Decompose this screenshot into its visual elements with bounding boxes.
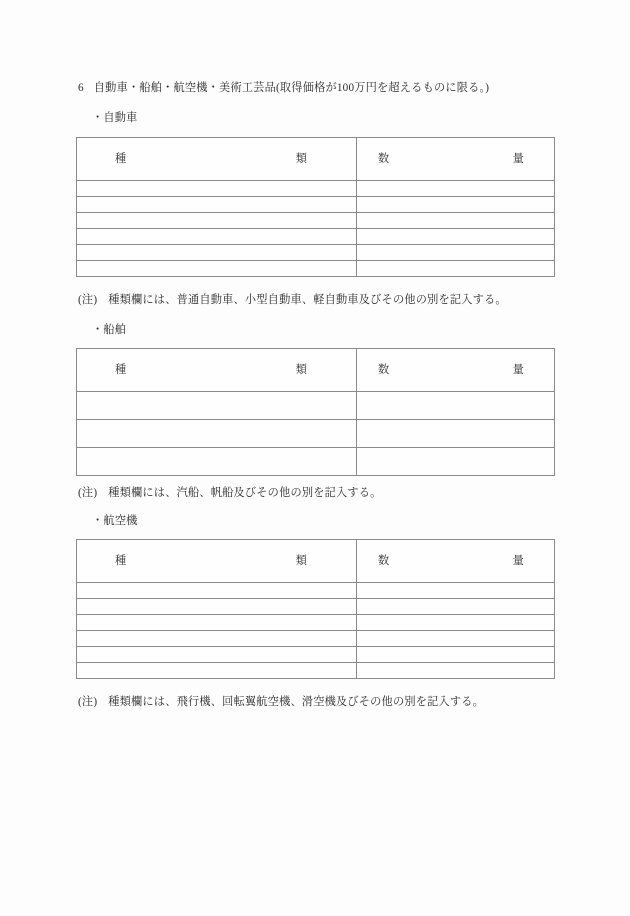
note-ship (78, 485, 382, 501)
subsection-label-ship: ・船舶 (92, 324, 127, 336)
note-marker: (注) (78, 696, 98, 708)
table-row[interactable] (77, 448, 555, 476)
header-cell-kind (77, 349, 357, 392)
cell-kind[interactable] (77, 647, 357, 663)
cell-kind[interactable] (77, 663, 357, 679)
table-row[interactable] (77, 181, 555, 197)
header-label-kind-right: 類 (295, 364, 307, 376)
header-cell-amount (357, 138, 555, 181)
cell-kind[interactable] (77, 615, 357, 631)
table-row[interactable] (77, 420, 555, 448)
table-row[interactable] (77, 599, 555, 615)
header-label-amount-right: 量 (512, 364, 524, 376)
cell-amount[interactable] (357, 197, 555, 213)
note-marker: (注) (78, 294, 98, 306)
table-row[interactable] (77, 229, 555, 245)
header-label-amount-left: 数 (378, 153, 390, 165)
cell-amount[interactable] (357, 261, 555, 277)
section-heading (78, 80, 489, 96)
header-label-kind-right: 類 (295, 555, 307, 567)
header-cell-kind (77, 540, 357, 583)
cell-kind[interactable] (77, 245, 357, 261)
header-cell-amount (357, 540, 555, 583)
note-aircraft (78, 694, 484, 710)
table-row[interactable] (77, 583, 555, 599)
cell-amount[interactable] (357, 245, 555, 261)
table-row[interactable] (77, 261, 555, 277)
cell-amount[interactable] (357, 448, 555, 476)
cell-kind[interactable] (77, 583, 357, 599)
table-row[interactable] (77, 197, 555, 213)
header-label-amount-right: 量 (512, 153, 524, 165)
cell-kind[interactable] (77, 229, 357, 245)
cell-kind[interactable] (77, 392, 357, 420)
table-row[interactable] (77, 647, 555, 663)
header-label-amount-left: 数 (378, 555, 390, 567)
table-row[interactable] (77, 245, 555, 261)
cell-amount[interactable] (357, 663, 555, 679)
cell-amount[interactable] (357, 583, 555, 599)
cell-amount[interactable] (357, 181, 555, 197)
subsection-label-automobile: ・自動車 (92, 112, 138, 124)
cell-amount[interactable] (357, 213, 555, 229)
header-label-kind-left: 種 (115, 364, 127, 376)
table-row[interactable] (77, 631, 555, 647)
header-label-amount-right: 量 (512, 555, 524, 567)
table-row[interactable] (77, 663, 555, 679)
cell-kind[interactable] (77, 261, 357, 277)
cell-amount[interactable] (357, 647, 555, 663)
cell-amount[interactable] (357, 631, 555, 647)
table-automobile (76, 137, 555, 277)
cell-kind[interactable] (77, 631, 357, 647)
header-label-kind-left: 種 (115, 555, 127, 567)
note-text: 種類欄には、飛行機、回転翼航空機、滑空機及びその他の別を記入する。 (108, 696, 485, 708)
section-number: 6 (78, 82, 84, 94)
cell-amount[interactable] (357, 392, 555, 420)
header-label-kind-right: 類 (295, 153, 307, 165)
table-header-row (77, 138, 555, 181)
table-row[interactable] (77, 213, 555, 229)
table-row[interactable] (77, 615, 555, 631)
header-cell-amount (357, 349, 555, 392)
subsection-label-aircraft: ・航空機 (92, 515, 138, 527)
cell-kind[interactable] (77, 197, 357, 213)
cell-kind[interactable] (77, 420, 357, 448)
note-automobile (78, 292, 507, 308)
header-label-amount-left: 数 (378, 364, 390, 376)
cell-kind[interactable] (77, 213, 357, 229)
section-title: 自動車・船舶・航空機・美術工芸品(取得価格が100万円を超えるものに限る。) (93, 82, 490, 94)
note-text: 種類欄には、普通自動車、小型自動車、軽自動車及びその他の別を記入する。 (108, 294, 507, 306)
table-aircraft (76, 539, 555, 679)
cell-amount[interactable] (357, 420, 555, 448)
note-text: 種類欄には、汽船、帆船及びその他の別を記入する。 (108, 487, 382, 499)
table-row[interactable] (77, 392, 555, 420)
table-header-row (77, 349, 555, 392)
note-marker: (注) (78, 487, 98, 499)
cell-amount[interactable] (357, 229, 555, 245)
table-header-row (77, 540, 555, 583)
cell-amount[interactable] (357, 599, 555, 615)
cell-kind[interactable] (77, 599, 357, 615)
table-ship (76, 348, 555, 476)
cell-kind[interactable] (77, 181, 357, 197)
cell-amount[interactable] (357, 615, 555, 631)
header-cell-kind (77, 138, 357, 181)
cell-kind[interactable] (77, 448, 357, 476)
header-label-kind-left: 種 (115, 153, 127, 165)
